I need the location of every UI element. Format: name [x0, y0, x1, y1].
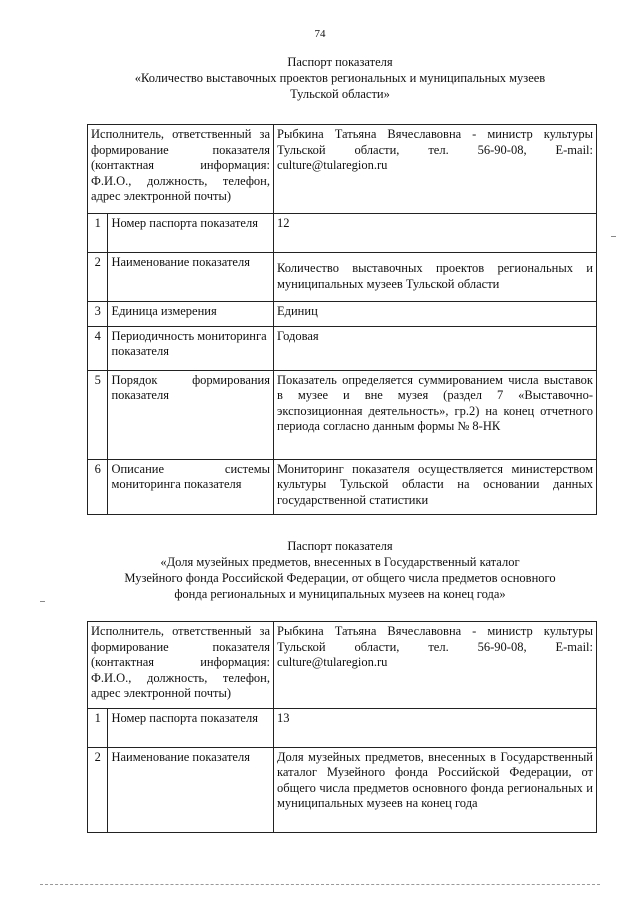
row-number: 2 [88, 747, 108, 832]
table-row [88, 214, 597, 253]
table-row [88, 125, 597, 214]
page-number: 74 [314, 28, 326, 40]
row-value: Единиц [274, 302, 597, 327]
table-row [88, 302, 597, 327]
passport-2-title [80, 538, 600, 602]
row-label: Номер паспорта показателя [108, 214, 274, 253]
table-row [88, 708, 597, 747]
table-row [88, 326, 597, 370]
executor-label: Исполнитель, ответственный за формирование показателя (контактная информация: Ф.И.О., должность, телефон, адрес электронной почты) [88, 622, 274, 709]
passport-1-title-line-1: «Количество выставочных проектов региональных и муниципальных музеев [134, 71, 546, 85]
row-label: Порядок формирования показателя [108, 370, 274, 459]
passport-1-title-line-2: Тульской области» [290, 87, 390, 101]
passport-1-title [80, 54, 600, 102]
row-value: 12 [274, 214, 597, 253]
table-row [88, 253, 597, 302]
scan-edge-rule [40, 884, 600, 885]
row-label: Номер паспорта показателя [108, 708, 274, 747]
executor-label: Исполнитель, ответственный за формирование показателя (контактная информация: Ф.И.О., должность, телефон, адрес электронной почты) [88, 125, 274, 214]
passport-2-heading: Паспорт показателя [287, 539, 393, 553]
row-value: Количество выставочных проектов региональных и муниципальных музеев Тульской области [274, 253, 597, 302]
scan-mark [40, 601, 45, 602]
passport-2-title-line-2: Музейного фонда Российской Федерации, от общего числа предметов основного [124, 571, 556, 585]
passport-1-heading: Паспорт показателя [287, 55, 393, 69]
row-value: Годовая [274, 326, 597, 370]
row-number: 5 [88, 370, 108, 459]
row-number: 1 [88, 708, 108, 747]
scan-mark [611, 236, 616, 237]
row-value: Доля музейных предметов, внесенных в Государственный каталог Музейного фонда Российской Федерации, от общего числа предметов основного фонда региональных и муниципальных музеев на конец года [274, 747, 597, 832]
row-label: Периодичность мониторинга показателя [108, 326, 274, 370]
row-label: Единица измерения [108, 302, 274, 327]
row-number: 1 [88, 214, 108, 253]
passport-2-title-line-3: фонда региональных и муниципальных музеев на конец года» [174, 587, 506, 601]
row-label: Наименование показателя [108, 747, 274, 832]
table-row [88, 370, 597, 459]
row-number: 6 [88, 459, 108, 515]
executor-value: Рыбкина Татьяна Вячеславовна - министр культуры Тульской области, тел. 56-90-08, E-mail: culture@tularegion.ru [274, 622, 597, 709]
table-row [88, 459, 597, 515]
passport-2-table [87, 621, 597, 833]
row-number: 2 [88, 253, 108, 302]
row-value: Показатель определяется суммированием числа выставок в музее и вне музея (раздел 7 «Выставочно-экспозиционная деятельность», гр.2) на конец отчетного периода согласно данным формы № 8-НК [274, 370, 597, 459]
row-value: 13 [274, 708, 597, 747]
row-label: Наименование показателя [108, 253, 274, 302]
table-row [88, 747, 597, 832]
passport-2-title-line-1: «Доля музейных предметов, внесенных в Государственный каталог [160, 555, 520, 569]
executor-value: Рыбкина Татьяна Вячеславовна - министр культуры Тульской области, тел. 56-90-08, E-mail: culture@tularegion.ru [274, 125, 597, 214]
row-number: 4 [88, 326, 108, 370]
row-value: Мониторинг показателя осуществляется министерством культуры Тульской области на основании данных государственной статистики [274, 459, 597, 515]
row-number: 3 [88, 302, 108, 327]
table-row [88, 622, 597, 709]
row-label: Описание системы мониторинга показателя [108, 459, 274, 515]
passport-1-table [87, 124, 597, 515]
